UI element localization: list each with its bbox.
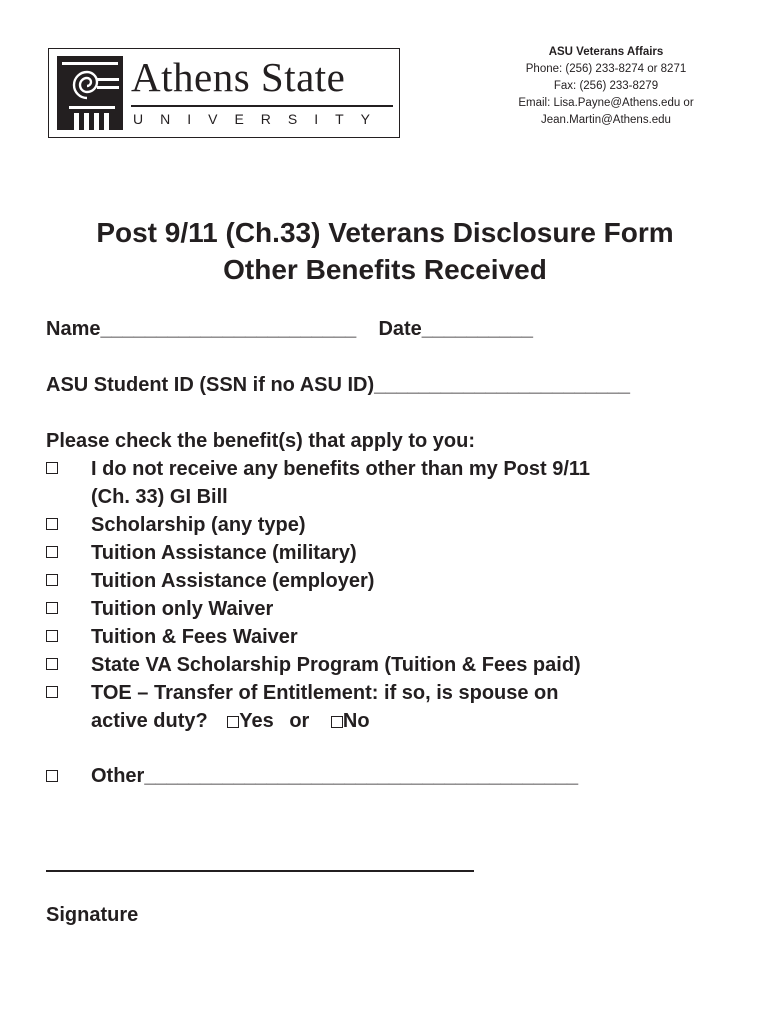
option-toe-cont (91, 710, 370, 733)
benefits-prompt: Please check the benefit(s) that apply to you: (46, 430, 475, 452)
option-no-other-benefits: I do not receive any benefits other than my Post 9/11 (91, 458, 591, 480)
logo-divider (131, 105, 393, 107)
contact-phone: Phone: (256) 233-8274 or 8271 (525, 63, 687, 75)
checkbox-tuition-military[interactable] (46, 546, 58, 558)
signature-line[interactable] (46, 870, 474, 872)
toe-question: active duty? (91, 710, 208, 732)
contact-info (488, 44, 724, 129)
checkbox-yes[interactable] (227, 716, 239, 728)
contact-email-2: Jean.Martin@Athens.edu (541, 114, 671, 126)
option-tuition-fees-waiver: Tuition & Fees Waiver (91, 626, 298, 648)
checkbox-scholarship[interactable] (46, 518, 58, 530)
option-scholarship: Scholarship (any type) (91, 514, 306, 536)
contact-fax: Fax: (256) 233-8279 (553, 80, 659, 92)
option-state-va-scholarship: State VA Scholarship Program (Tuition & Fees paid) (91, 654, 581, 676)
university-logo (48, 48, 400, 138)
checkbox-toe[interactable] (46, 686, 58, 698)
yes-label: Yes (239, 710, 274, 732)
checkbox-tuition-employer[interactable] (46, 574, 58, 586)
form-title (0, 214, 770, 288)
checkbox-no[interactable] (331, 716, 343, 728)
option-tuition-military: Tuition Assistance (military) (91, 542, 357, 564)
form-title-line2: Other Benefits Received (223, 254, 547, 285)
signature-label: Signature (46, 904, 139, 926)
date-field[interactable]: Date__________ (378, 318, 534, 340)
name-date-row (46, 318, 533, 341)
contact-email: Email: Lisa.Payne@Athens.edu or (518, 97, 694, 109)
option-toe: TOE – Transfer of Entitlement: if so, is spouse on (91, 682, 559, 704)
student-id-field[interactable]: ASU Student ID (SSN if no ASU ID)_______________________ (46, 374, 630, 396)
ionic-column-icon (57, 56, 123, 130)
checkbox-tuition-waiver[interactable] (46, 602, 58, 614)
contact-title: ASU Veterans Affairs (548, 46, 664, 58)
checkbox-other[interactable] (46, 770, 58, 782)
logo-subtitle: UNIVERSITY (133, 111, 388, 127)
name-field[interactable]: Name_______________________ (46, 318, 357, 340)
checkbox-tuition-fees-waiver[interactable] (46, 630, 58, 642)
checkbox-state-va-scholarship[interactable] (46, 658, 58, 670)
option-no-other-benefits-cont: (Ch. 33) GI Bill (91, 486, 228, 508)
option-tuition-employer: Tuition Assistance (employer) (91, 570, 375, 592)
checkbox-no-other-benefits[interactable] (46, 462, 58, 474)
form-title-line1: Post 9/11 (Ch.33) Veterans Disclosure Form (96, 217, 674, 248)
or-label: or (289, 710, 310, 732)
logo-name: Athens State (131, 54, 346, 100)
option-tuition-waiver: Tuition only Waiver (91, 598, 274, 620)
other-field[interactable]: Other_______________________________________ (91, 765, 579, 787)
no-label: No (342, 710, 370, 732)
